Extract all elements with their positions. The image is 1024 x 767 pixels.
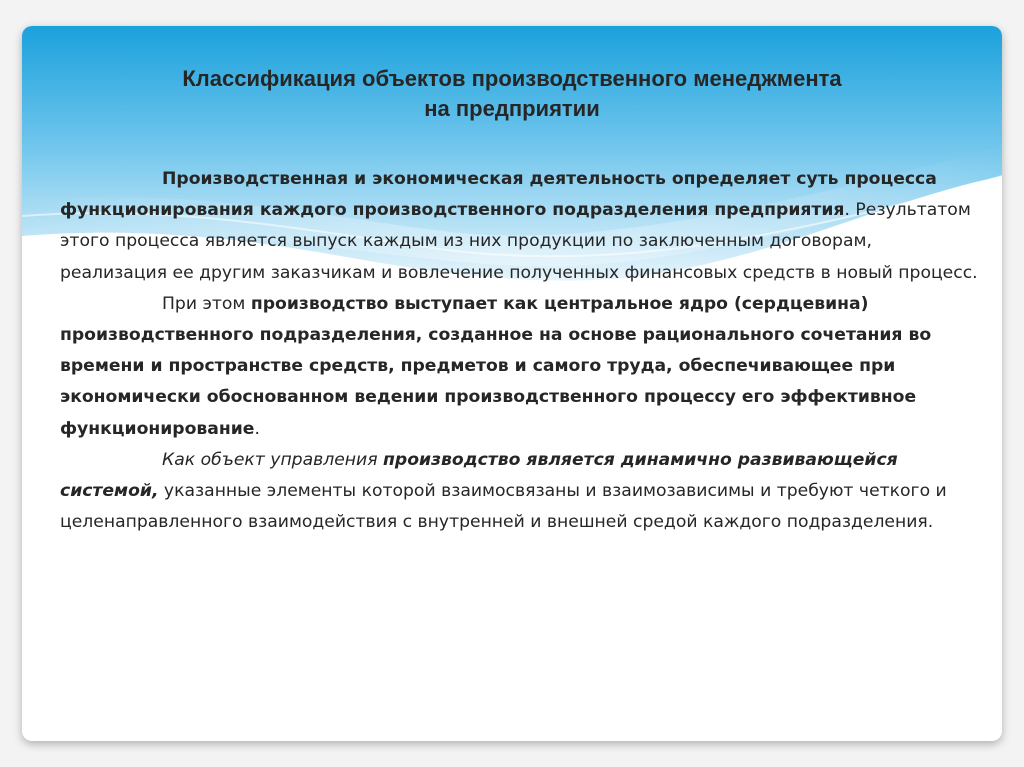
paragraph-3-italic: Как объект управления bbox=[162, 449, 384, 470]
paragraph-2-lead: При этом bbox=[162, 293, 251, 314]
title-line-2: на предприятии bbox=[424, 96, 600, 121]
paragraph-1-bold: Производственная и экономическая деятельность определяет суть процесса функционирования каждого производственного подразделения предприятия bbox=[60, 169, 937, 221]
title-line-1: Классификация объектов производственного менеджмента bbox=[182, 66, 842, 91]
paragraph-1-text: . Результатом этого процесса является выпуск каждым из них продукции по заключенным договорам, реализация ее другим заказчикам и вовлечение полученных финансовых средств в новый процесс. bbox=[60, 200, 978, 283]
slide-title bbox=[62, 64, 962, 124]
paragraph-1 bbox=[60, 164, 980, 289]
slide-card bbox=[22, 26, 1002, 741]
paragraph-3-bold-italic: производство является динамично развивающейся системой, bbox=[60, 449, 898, 502]
body-text bbox=[60, 164, 980, 538]
paragraph-2-bold: производство выступает как центральное ядро (сердцевина) производственного подразделения, созданное на основе рационального сочетания во времени и пространстве средств, предметов и самого труда, обеспечивающее при экономически обоснованном ведении производственного процессу его эффективное функционирование bbox=[60, 293, 932, 439]
paragraph-3 bbox=[60, 445, 980, 539]
paragraph-2 bbox=[60, 289, 980, 445]
paragraph-3-text: указанные элементы которой взаимосвязаны и взаимозависимы и требуют четкого и целенаправленного взаимодействия с внутренней и внешней средой каждого подразделения. bbox=[60, 481, 947, 533]
paragraph-2-end: . bbox=[254, 418, 260, 439]
